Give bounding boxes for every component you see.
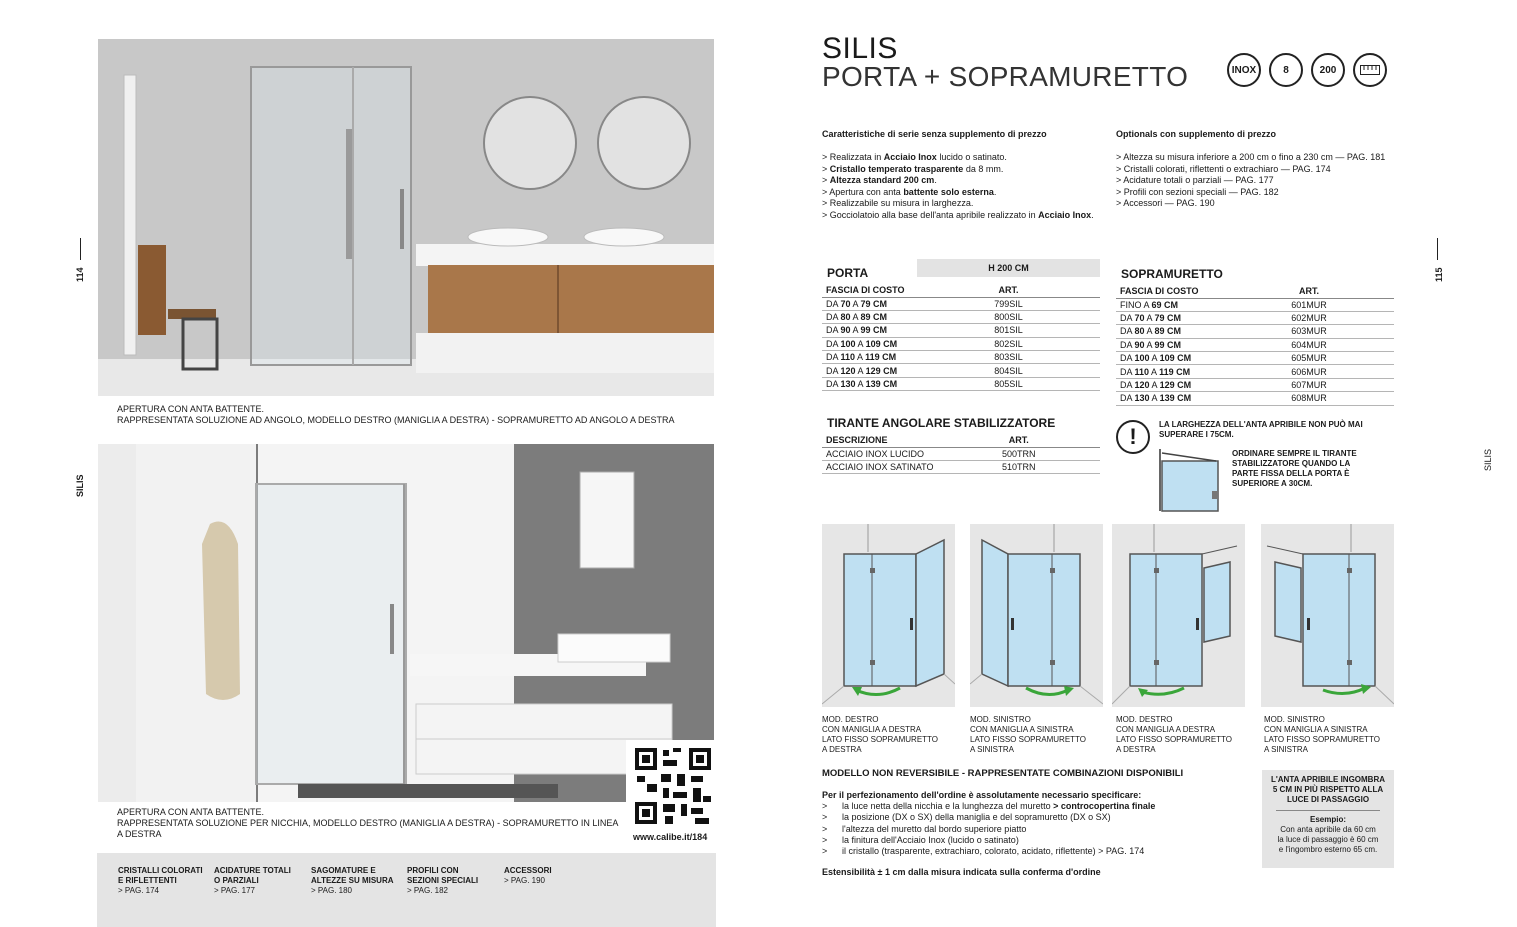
order-list xyxy=(822,801,1155,857)
standard-features-list xyxy=(822,152,1094,222)
table-row: DA 80 A 89 CM 800SIL xyxy=(822,310,1100,323)
warning-line1: LA LARGHEZZA DELL'ANTA APRIBILE NON PUÒ MAI xyxy=(1159,420,1363,429)
options-footer xyxy=(97,853,716,927)
bathroom-photo-niche-shower xyxy=(98,444,714,802)
porta-table-title: PORTA xyxy=(827,266,869,280)
left-page-number: 114 xyxy=(75,267,85,282)
product-title: SILIS xyxy=(822,32,898,65)
table-row: DA 80 A 89 CM 603MUR xyxy=(1116,325,1394,338)
warning-line2: SUPERARE I 75CM. xyxy=(1159,430,1234,439)
glass-thickness-icon xyxy=(1269,53,1303,87)
extensibility-note: Estensibilità ± 1 cm dalla misura indicata sulla conferma d'ordine xyxy=(822,867,1101,877)
feature-icons xyxy=(1227,53,1387,87)
footer-link-line2: > PAG. 190 xyxy=(504,876,545,885)
bathroom-illustration-1 xyxy=(98,39,714,396)
stabilizer-note-line: SUPERIORE A 30CM. xyxy=(1232,479,1313,488)
optional-item[interactable]: > Accessori — PAG. 190 xyxy=(1116,198,1215,209)
porta-height-header: H 200 CM xyxy=(917,259,1100,277)
optional-item[interactable]: > Acidature totali o parziali — PAG. 177 xyxy=(1116,175,1274,186)
ruler-icon xyxy=(1353,53,1387,87)
product-subtitle: PORTA + SOPRAMURETTO xyxy=(822,61,1189,92)
optional-item[interactable]: > Profili con sezioni speciali — PAG. 182 xyxy=(1116,186,1279,197)
photo2-caption-line2: RAPPRESENTATA SOLUZIONE PER NICCHIA, MODELLO DESTRO (MANIGLIA A DESTRA) - SOPRAMURETTO IN LINEA xyxy=(117,818,619,828)
optionals-list xyxy=(1116,152,1385,210)
order-item: > il cristallo (trasparente, extrachiaro, colorato, acidato, riflettente) > PAG. 174 xyxy=(822,846,1145,857)
diagram-caption-2: MOD. SINISTRO CON MANIGLIA A SINISTRA LATO FISSO SOPRAMURETTO A SINISTRA xyxy=(970,715,1087,754)
opening-side-note: L'ANTA APRIBILE INGOMBRA 5 CM IN PIÙ RISPETTO ALLA LUCE DI PASSAGGIO Esempio: Con anta apribile da 60 cm la luce di passaggio è 60 cm e l'ingombro esterno 65 cm. xyxy=(1262,770,1394,868)
feature-item: > Altezza standard 200 cm. xyxy=(822,175,937,186)
footer-link-ref: > PAG. 182 xyxy=(407,886,448,895)
config-diagram-1 xyxy=(822,524,955,707)
order-heading: Per il perfezionamento dell'ordine è assolutamente necessario specificare: xyxy=(822,790,1142,800)
table-row: DA 120 A 129 CM 804SIL xyxy=(822,364,1100,377)
footer-link-line2: E RIFLETTENTI xyxy=(118,876,177,885)
footer-link-ref: > PAG. 174 xyxy=(118,886,159,895)
footer-link-line1: SAGOMATURE E xyxy=(311,866,376,875)
porta-col-art: ART. xyxy=(917,283,1100,297)
order-item: > la luce netta della nicchia e la lunghezza del muretto > controcopertina finale xyxy=(822,801,1156,811)
height-icon xyxy=(1311,53,1345,87)
left-page-number-marker xyxy=(80,238,81,260)
table-row: DA 120 A 129 CM 607MUR xyxy=(1116,378,1394,391)
stabilizer-note-line: STABILIZZATORE QUANDO LA xyxy=(1232,459,1351,468)
table-row: DA 110 A 119 CM 803SIL xyxy=(822,351,1100,364)
config-diagram-4 xyxy=(1261,524,1394,707)
diagram-caption-1: MOD. DESTRO CON MANIGLIA A DESTRA LATO FISSO SOPRAMURETTO A DESTRA xyxy=(822,715,939,754)
footer-link-line2: SEZIONI SPECIALI xyxy=(407,876,479,885)
footer-link-line1: ACIDATURE TOTALI xyxy=(214,866,291,875)
feature-item: > Apertura con anta battente solo esterna. xyxy=(822,186,997,197)
stabilizer-note-line: PARTE FISSA DELLA PORTA È xyxy=(1232,469,1350,478)
table-row: DA 130 A 139 CM 805SIL xyxy=(822,377,1100,390)
sopramuretto-table-title: SOPRAMURETTO xyxy=(1121,267,1223,281)
footer-link-3[interactable] xyxy=(407,866,478,896)
footer-link-ref: > PAG. 177 xyxy=(214,886,255,895)
stabilizer-illustration xyxy=(1158,447,1224,513)
bathroom-photo-corner-shower xyxy=(98,39,714,396)
right-page-number-marker xyxy=(1437,238,1438,260)
footer-link-0[interactable] xyxy=(118,866,203,896)
warning-icon: ! xyxy=(1116,420,1150,454)
tirante-col-desc: DESCRIZIONE xyxy=(822,433,938,447)
order-item: > la posizione (DX o SX) della maniglia e del sopramuretto (DX o SX) xyxy=(822,812,1111,823)
config-diagram-2 xyxy=(970,524,1103,707)
optional-item[interactable]: > Altezza su misura inferiore a 200 cm o fino a 230 cm — PAG. 181 xyxy=(1116,152,1386,162)
table-row: DA 90 A 99 CM 801SIL xyxy=(822,324,1100,337)
photo1-caption-line2: RAPPRESENTATA SOLUZIONE AD ANGOLO, MODELLO DESTRO (MANIGLIA A DESTRA) - SOPRAMURETTO AD ANGOLO A DESTRA xyxy=(117,415,675,425)
inox-icon xyxy=(1227,53,1261,87)
order-item: > la finitura dell'Acciaio Inox (lucido o satinato) xyxy=(822,834,1019,845)
diagram-caption-3: MOD. DESTRO CON MANIGLIA A DESTRA LATO FISSO SOPRAMURETTO A DESTRA xyxy=(1116,715,1233,754)
optionals-heading: Optionals con supplemento di prezzo xyxy=(1116,129,1277,139)
footer-link-line2: O PARZIALI xyxy=(214,876,259,885)
footer-link-line1: CRISTALLI COLORATI xyxy=(118,866,203,875)
bathroom-illustration-2 xyxy=(98,444,714,802)
table-row: ACCIAIO INOX LUCIDO 500TRN xyxy=(822,447,1100,460)
table-row: DA 110 A 119 CM 606MUR xyxy=(1116,365,1394,378)
footer-link-line1: ACCESSORI xyxy=(504,866,552,875)
tirante-table xyxy=(822,433,1100,474)
porta-col-fascia: FASCIA DI COSTO xyxy=(822,283,917,297)
qr-url[interactable]: www.calibe.it/184 xyxy=(633,832,708,842)
feature-item: > Gocciolatoio alla base dell'anta apribile realizzato in Acciaio Inox. xyxy=(822,209,1094,220)
table-row: DA 70 A 79 CM 799SIL xyxy=(822,297,1100,310)
tirante-table-title: TIRANTE ANGOLARE STABILIZZATORE xyxy=(827,416,1056,430)
footer-link-1[interactable] xyxy=(214,866,291,896)
qr-code-panel xyxy=(626,740,716,854)
photo2-caption-line3: A DESTRA xyxy=(117,829,162,839)
footer-link-ref: > PAG. 180 xyxy=(311,886,352,895)
feature-item: > Realizzata in Acciaio Inox lucido o satinato. xyxy=(822,152,1007,162)
feature-item: > Realizzabile su misura in larghezza. xyxy=(822,198,974,209)
sopramuretto-col-art: ART. xyxy=(1224,284,1394,298)
table-row: DA 90 A 99 CM 604MUR xyxy=(1116,338,1394,351)
footer-link-line1: PROFILI CON xyxy=(407,866,459,875)
left-section-tag: SILIS xyxy=(75,474,85,497)
standard-features-heading: Caratteristiche di serie senza supplemento di prezzo xyxy=(822,129,1047,139)
height-icon-label: 200 xyxy=(1319,64,1337,76)
glass-thickness-label: 8 xyxy=(1283,64,1289,76)
order-item: > l'altezza del muretto dal bordo superiore piatto xyxy=(822,823,1027,834)
photo2-caption-line1: APERTURA CON ANTA BATTENTE. xyxy=(117,807,265,817)
sopramuretto-table xyxy=(1116,284,1394,406)
photo1-caption-line1: APERTURA CON ANTA BATTENTE. xyxy=(117,404,265,414)
table-row: DA 100 A 109 CM 802SIL xyxy=(822,337,1100,350)
footer-link-2[interactable] xyxy=(311,866,394,896)
model-note: MODELLO NON REVERSIBILE - RAPPRESENTATE COMBINAZIONI DISPONIBILI xyxy=(822,768,1184,779)
table-row: FINO A 69 CM 601MUR xyxy=(1116,298,1394,311)
inox-icon-label: INOX xyxy=(1231,64,1257,76)
tirante-col-art: ART. xyxy=(938,433,1100,447)
right-page-number: 115 xyxy=(1434,267,1444,282)
table-row: DA 70 A 79 CM 602MUR xyxy=(1116,311,1394,324)
table-row: DA 130 A 139 CM 608MUR xyxy=(1116,392,1394,405)
sopramuretto-col-fascia: FASCIA DI COSTO xyxy=(1116,284,1224,298)
qr-code-icon[interactable] xyxy=(633,746,713,826)
feature-item: > Cristallo temperato trasparente da 8 mm. xyxy=(822,163,1004,174)
footer-link-line2: ALTEZZE SU MISURA xyxy=(311,876,394,885)
footer-link-4[interactable] xyxy=(504,866,552,886)
stabilizer-note-line: ORDINARE SEMPRE IL TIRANTE xyxy=(1232,449,1357,458)
optional-item[interactable]: > Cristalli colorati, riflettenti o extrachiaro — PAG. 174 xyxy=(1116,163,1331,174)
config-diagram-3 xyxy=(1112,524,1245,707)
table-row: DA 100 A 109 CM 605MUR xyxy=(1116,352,1394,365)
diagram-caption-4: MOD. SINISTRO CON MANIGLIA A SINISTRA LATO FISSO SOPRAMURETTO A SINISTRA xyxy=(1264,715,1381,754)
table-row: ACCIAIO INOX SATINATO 510TRN xyxy=(822,460,1100,473)
porta-table xyxy=(822,283,1100,391)
right-section-tag: SILIS xyxy=(1483,448,1493,471)
